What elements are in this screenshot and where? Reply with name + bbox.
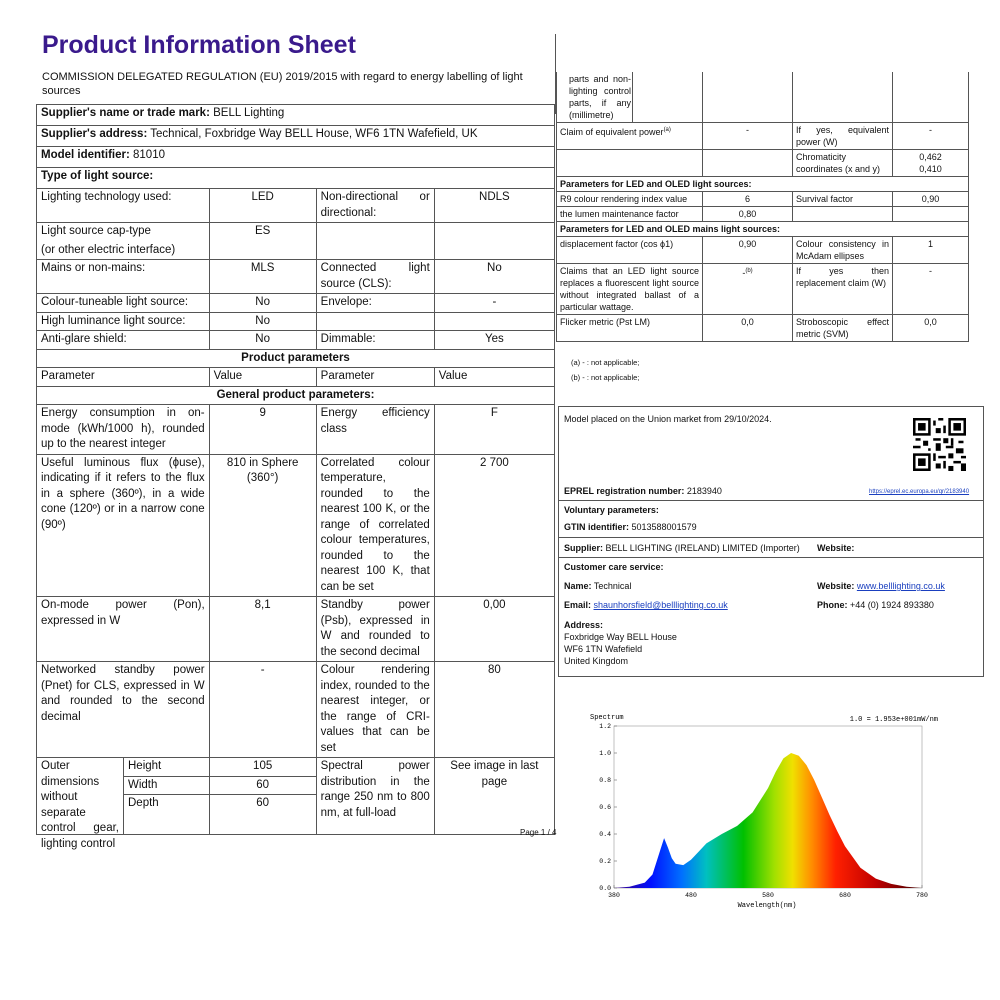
regulation-text: COMMISSION DELEGATED REGULATION (EU) 2019/2015 with regard to energy labelling of light sources [42, 71, 523, 97]
divider-3 [558, 557, 984, 558]
continuation-row: parts and non-lighting control parts, if any (millimetre) [557, 72, 969, 123]
qr-code[interactable] [913, 418, 966, 471]
email-line: Email: shaunhorsfield@belllighting.co.uk [564, 600, 728, 610]
divider-2 [558, 537, 984, 538]
flicker-row: Flicker metric (Pst LM) 0,0 Stroboscopic effect metric (SVM) 0,0 [557, 315, 969, 342]
customer-care-label: Customer care service: [564, 562, 664, 572]
mid-bottom-border [558, 676, 984, 677]
networked-row: Networked standby power (Pnet) for CLS, expressed in W and rounded to the second decimal - Colour rendering index, rounded to the nearest integer, or the range of CRI-values that can be set 80 [37, 662, 555, 758]
onmode-row: On-mode power (Pon), expressed in W 8,1 Standby power (Psb), expressed in W and rounded to the second decimal 0,00 [37, 597, 555, 662]
energy-row: Energy consumption in on-mode (kWh/1000 h), rounded up to the nearest integer 9 Energy efficiency class F [37, 405, 555, 455]
x-tick-label: 580 [762, 892, 774, 899]
supplier-address-row: Supplier's address: Technical, Foxbridge Way BELL House, WF6 1TN Wafefield, UK [37, 126, 555, 147]
mid-top-border [558, 406, 984, 407]
disp-row: displacement factor (cos ϕ1) 0,90 Colour consistency in McAdam ellipses 1 [557, 237, 969, 264]
header-row: Parameter Value Parameter Value [37, 368, 555, 387]
x-tick-label: 780 [916, 892, 928, 899]
eprel-link[interactable]: https://eprel.ec.europa.eu/qr/2183940 [869, 489, 970, 495]
phone-line: Phone: +44 (0) 1924 893380 [817, 600, 934, 610]
antiglare-row: Anti-glare shield: No Dimmable: Yes [37, 331, 555, 350]
cap-row: Light source cap-type (or other electric interface) ES [37, 223, 555, 260]
y-tick-label: 0.2 [599, 858, 611, 865]
voluntary-label: Voluntary parameters: [564, 505, 659, 515]
note-b: (b) - : not applicable; [571, 373, 640, 382]
name-line: Name: Technical [564, 581, 632, 591]
type-row: Type of light source: [37, 168, 555, 189]
r9-row: R9 colour rendering index value 6 Survival factor 0,90 [557, 192, 969, 207]
spectrum-svg [588, 710, 940, 910]
led-header-row: Parameters for LED and OLED light sources: [557, 177, 969, 192]
divider-1 [558, 500, 984, 501]
note-a: (a) - : not applicable; [571, 358, 640, 367]
supplier-name-row: Supplier's name or trade mark: BELL Lighting [37, 105, 555, 126]
product-params-row: Product parameters [37, 349, 555, 368]
chart-xlabel: Wavelength(nm) [737, 902, 797, 910]
page-number: Page 1 / 4 [520, 828, 557, 837]
right-table [556, 72, 968, 342]
qr-code-icon [913, 418, 966, 471]
lighting-tech-row: Lighting technology used: LED Non-directional or directional: NDLS [37, 189, 555, 223]
y-tick-label: 0.4 [599, 831, 611, 838]
y-tick-label: 0.8 [599, 777, 611, 784]
chart-scale-note: 1.0 = 1.953e+001mW/nm [849, 716, 938, 724]
mid-left-border [558, 406, 559, 677]
left-table [36, 104, 555, 850]
eprel-line: EPREL registration number: 2183940 [564, 486, 722, 496]
supplier-line: Supplier: BELL LIGHTING (IRELAND) LIMITED (Importer) [564, 543, 800, 553]
claims-row: Claims that an LED light source replaces a fluorescent light source without integrated ballast of a particular wattage. -$^{(b)}$ If yes then replacement claim (W) - [557, 264, 969, 315]
equiv-row: Claim of equivalent power$^{(a)}$ - If yes, equivalent power (W) - [557, 123, 969, 150]
spectrum-area [614, 753, 922, 888]
mains-row: Mains or non-mains: MLS Connected light source (CLS): No [37, 260, 555, 294]
general-params-row: General product parameters: [37, 386, 555, 405]
address-block: Address: Foxbridge Way BELL House WF6 1TN Wafefield United Kingdom [564, 620, 677, 666]
lumen-row: the lumen maintenance factor 0,80 [557, 207, 969, 222]
high-lum-row: High luminance light source: No [37, 312, 555, 331]
email-link[interactable]: shaunhorsfield@belllighting.co.uk [593, 600, 728, 610]
gtin-line: GTIN identifier: 5013588001579 [564, 522, 697, 532]
model-row: Model identifier: 81010 [37, 147, 555, 168]
mains-header-row: Parameters for LED and OLED mains light sources: [557, 222, 969, 237]
chrom-row: Chromaticity coordinates (x and y) 0,462 0,410 [557, 150, 969, 177]
outer-dim-row: Outer dimensions without separate control gear, lighting control Height Width Depth 105 60 60 Spectral power distribution in the range 250 nm to 800 nm, at full-load See image in last page [37, 758, 555, 835]
website-link[interactable]: www.belllighting.co.uk [856, 581, 945, 591]
x-tick-label: 680 [839, 892, 851, 899]
chart-title: Spectrum [590, 714, 624, 722]
y-tick-label: 0.6 [599, 804, 611, 811]
y-tick-label: 1.2 [599, 723, 611, 730]
website-line: Website: www.belllighting.co.uk [817, 581, 945, 591]
y-tick-label: 0.0 [599, 885, 611, 892]
supplier-website-label: Website: [817, 543, 855, 553]
x-tick-label: 380 [608, 892, 620, 899]
page-title: Product Information Sheet [42, 31, 356, 59]
market-date: Model placed on the Union market from 29/10/2024. [564, 414, 772, 424]
colour-tune-row: Colour-tuneable light source: No Envelope: - [37, 294, 555, 313]
x-tick-label: 480 [685, 892, 697, 899]
y-tick-label: 1.0 [599, 750, 611, 757]
spectrum-chart [588, 710, 940, 910]
mid-right-border [983, 406, 984, 677]
flux-row: Useful luminous flux (ϕuse), indicating if it refers to the flux in a sphere (360º), in a wide cone (120º) or in a narrow cone (90º) 810 in Sphere (360°) Correlated colour temperature, rounded to the nearest 100 K, or the range of correlated colour temperatures, rounded to the nearest 100 K, that can be set 2 700 [37, 454, 555, 597]
